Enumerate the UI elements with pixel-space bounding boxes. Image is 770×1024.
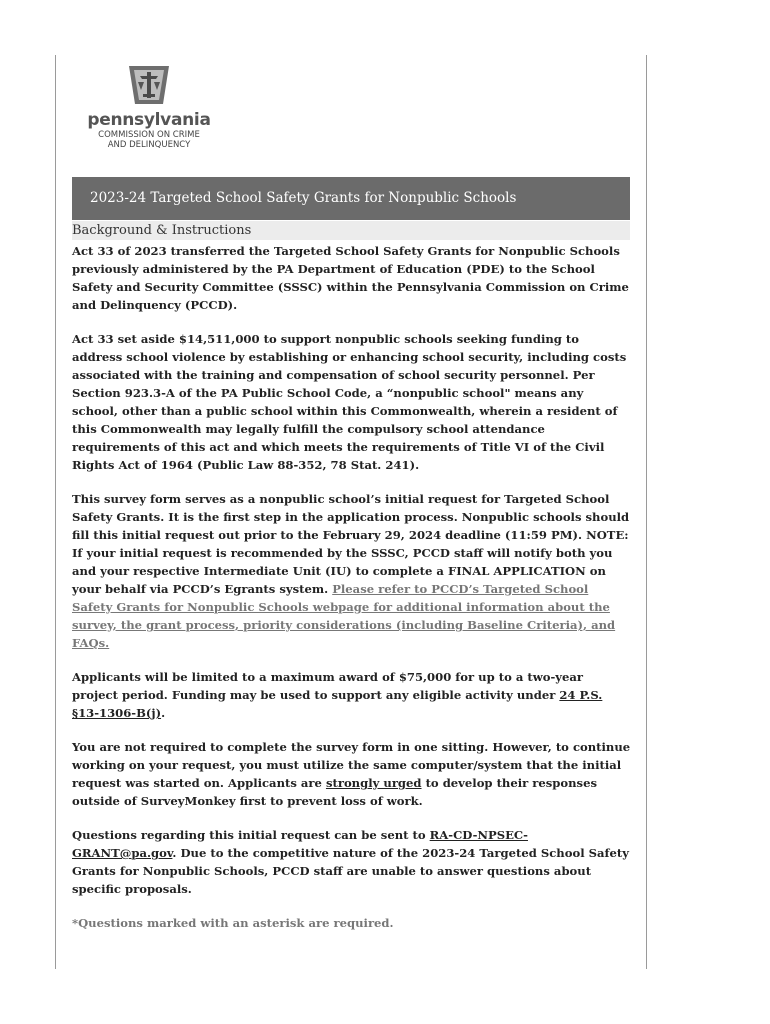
logo-subtitle-2: AND DELINQUENCY bbox=[107, 140, 191, 150]
sitting-text-1: You are not required to complete the survey form in one sitting. However, to continue working on your request, you must utilize the same computer/system that the initial request was started on. Applicants are bbox=[72, 740, 631, 790]
left-border bbox=[55, 55, 56, 969]
paragraph-funding: Act 33 set aside $14,511,000 to support nonpublic schools seeking funding to address school violence by establishing or enhancing school security, including costs associated with the training and compensation of school security personnel. Per Section 923.3-A of the PA Public School Code, a “nonpublic school" means any school, other than a public school within this Commonwealth, wherein a resident of this Commonwealth may legally fulfill the compulsory school attendance requirements of this act and which meets the requirements of Title VI of the Civil Rights Act of 1964 (Public Law 88-352, 78 Stat. 241). bbox=[72, 332, 627, 472]
statute-link[interactable]: 24 P.S. §13-1306-B(j) bbox=[72, 688, 603, 720]
questions-text-2: . Due to the competitive nature of the 2023-24 Targeted School Safety Grants for Nonpublic Schools, PCCD staff are unable to answer questions about specific proposals. bbox=[72, 846, 629, 896]
required-note: *Questions marked with an asterisk are required. bbox=[72, 916, 394, 930]
instructions-body bbox=[72, 242, 632, 948]
questions-text-1: Questions regarding this initial request can be sent to bbox=[72, 828, 430, 842]
survey-purpose-text: This survey form serves as a nonpublic school’s initial request for Targeted School Safety Grants. It is the first step in the application process. Nonpublic schools should fill this initial request out prior to the February 29, 2024 deadline (11:59 PM). NOTE: If your initial request is recommended by the SSSC, PCCD staff will notify both you and your respective Intermediate Unit (IU) to complete a FINAL APPLICATION on your behalf via PCCD’s Egrants system. bbox=[72, 492, 630, 596]
paragraph-act33-transfer: Act 33 of 2023 transferred the Targeted School Safety Grants for Nonpublic Schools previously administered by the PA Department of Education (PDE) to the School Safety and Security Committee (SSSC) within the Pennsylvania Commission on Crime and Delinquency (PCCD). bbox=[72, 244, 629, 312]
contact-email-link[interactable]: RA-CD-NPSEC-GRANT@pa.gov bbox=[72, 828, 528, 860]
sitting-text-2: to develop their responses outside of SurveyMonkey first to prevent loss of work. bbox=[72, 776, 597, 808]
logo-subtitle-1: COMMISSION ON CRIME bbox=[98, 130, 200, 140]
paragraph-award-limit bbox=[72, 668, 632, 722]
pccd-logo bbox=[84, 64, 214, 150]
pccd-webpage-link[interactable]: Please refer to PCCD’s Targeted School Safety Grants for Nonpublic Schools webpage for additional information about the survey, the grant process, priority considerations (including Baseline Criteria), and FAQs. bbox=[72, 582, 616, 650]
award-limit-text: Applicants will be limited to a maximum award of $75,000 for up to a two-year project period. Funding may be used to support any eligible activity under bbox=[72, 670, 584, 702]
logo-wordmark: pennsylvania bbox=[87, 110, 211, 130]
page-title: 2023-24 Targeted School Safety Grants for Nonpublic Schools bbox=[72, 177, 630, 220]
paragraph-questions bbox=[72, 826, 632, 898]
paragraph-survey-purpose bbox=[72, 490, 632, 652]
award-limit-end: . bbox=[161, 706, 166, 720]
right-border bbox=[646, 55, 647, 969]
paragraph-sitting bbox=[72, 738, 632, 810]
keystone-seal-icon bbox=[127, 64, 171, 106]
section-header: Background & Instructions bbox=[72, 221, 630, 240]
strongly-urged-emphasis: strongly urged bbox=[325, 776, 422, 790]
